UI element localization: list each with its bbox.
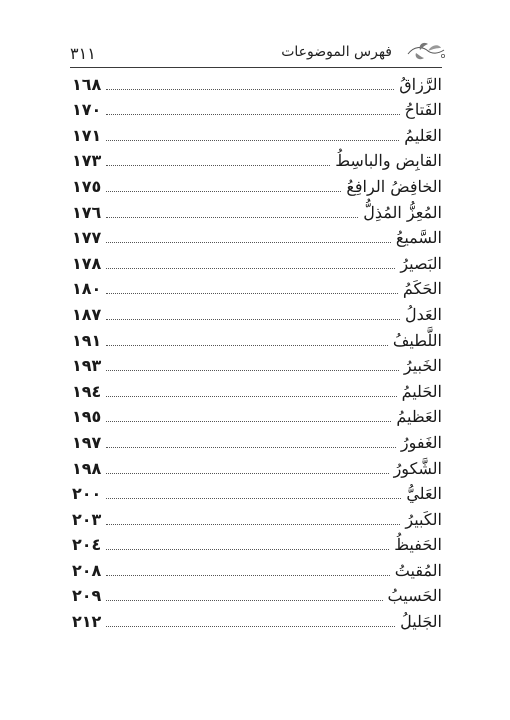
- dot-leader: [106, 473, 389, 474]
- toc-entry-page: ٢٠٠: [72, 484, 102, 504]
- dot-leader: [106, 396, 397, 397]
- toc-entry-page: ١٧٦: [72, 202, 102, 222]
- toc-entry-title: العَدلُ: [404, 304, 442, 324]
- toc-entry: [72, 529, 442, 555]
- toc-entry-title: الحَكَمُ: [402, 279, 442, 299]
- toc-entry-page: ١٧٨: [72, 253, 102, 273]
- toc-entry-title: اللَّطيفُ: [392, 330, 442, 350]
- toc-entry-page: ٢١٢: [72, 612, 102, 632]
- dot-leader: [106, 549, 389, 550]
- toc-entry-title: البَصيرُ: [400, 253, 442, 273]
- dot-leader: [106, 345, 388, 346]
- dot-leader: [106, 268, 395, 269]
- toc-entry: [72, 119, 442, 145]
- dot-leader: [106, 524, 400, 525]
- toc-entry-title: الجَليلُ: [400, 612, 442, 632]
- toc-entry-title: الخافِضُ الرافِعُ: [346, 176, 442, 196]
- toc-entry: [72, 324, 442, 350]
- toc-entry: [72, 196, 442, 222]
- toc-entry-title: السَّميعُ: [395, 228, 442, 248]
- dot-leader: [106, 447, 396, 448]
- toc-entry-title: الشَّكورُ: [393, 458, 442, 478]
- dot-leader: [106, 217, 358, 218]
- dot-leader: [106, 293, 398, 294]
- toc-entry-page: ١٩٨: [72, 458, 102, 478]
- toc-entry: [72, 94, 442, 120]
- dot-leader: [106, 319, 400, 320]
- toc-entry-title: العَظيمُ: [396, 407, 442, 427]
- toc-entry-title: الخَبيرُ: [403, 356, 442, 376]
- floral-ornament-icon: [406, 40, 446, 62]
- toc-entry: [72, 478, 442, 504]
- dot-leader: [106, 421, 391, 422]
- toc-entry-page: ٢٠٩: [72, 586, 102, 606]
- dot-leader: [106, 89, 394, 90]
- toc-entry-page: ١٩٣: [72, 356, 102, 376]
- toc-entry: [72, 605, 442, 631]
- toc-entry: [72, 503, 442, 529]
- dot-leader: [106, 370, 399, 371]
- toc-entry: [72, 222, 442, 248]
- toc-entry-title: الحَفيظُ: [394, 535, 442, 555]
- toc-entry: [72, 426, 442, 452]
- dot-leader: [106, 165, 330, 166]
- toc-entry-page: ٢٠٨: [72, 560, 102, 580]
- toc-entry: [72, 273, 442, 299]
- toc-entry: [72, 401, 442, 427]
- page-header: [70, 38, 442, 68]
- toc-entry: [72, 298, 442, 324]
- dot-leader: [106, 114, 400, 115]
- toc-entry-title: المُقيتُ: [394, 560, 442, 580]
- toc-entry: [72, 170, 442, 196]
- dot-leader: [106, 191, 341, 192]
- toc-entry-page: ١٩١: [72, 330, 102, 350]
- toc-entry: [72, 247, 442, 273]
- toc-entry-title: الغَفورُ: [400, 432, 442, 452]
- toc-entry-page: ١٦٨: [72, 74, 102, 94]
- dot-leader: [106, 140, 399, 141]
- toc-entry-title: الفَتاحُ: [404, 100, 442, 120]
- toc-entry-page: ١٧٠: [72, 100, 102, 120]
- toc-entry: [72, 145, 442, 171]
- toc-entry-page: ١٧١: [72, 125, 102, 145]
- toc-entry-page: ١٩٤: [72, 381, 102, 401]
- toc-entry-page: ١٧٣: [72, 151, 102, 171]
- toc-entry-title: الحَليمُ: [401, 381, 442, 401]
- toc-entry-page: ١٨٧: [72, 304, 102, 324]
- toc-entry: [72, 554, 442, 580]
- toc-entry-title: الرَّزاقُ: [399, 74, 442, 94]
- toc-entry-title: القابِض والباسِطُ: [335, 151, 442, 171]
- dot-leader: [106, 600, 383, 601]
- table-of-contents: [72, 68, 442, 631]
- toc-entry-page: ١٩٥: [72, 407, 102, 427]
- toc-entry-title: العَليُّ: [406, 484, 442, 504]
- toc-entry-title: العَليمُ: [404, 125, 442, 145]
- toc-entry-page: ١٩٧: [72, 432, 102, 452]
- toc-entry-page: ١٧٧: [72, 228, 102, 248]
- dot-leader: [106, 498, 401, 499]
- dot-leader: [106, 626, 395, 627]
- toc-entry-title: المُعِزُّ المُذِلُّ: [363, 202, 442, 222]
- page-number: ٣١١: [70, 44, 96, 63]
- toc-entry-page: ٢٠٣: [72, 509, 102, 529]
- toc-entry-page: ١٧٥: [72, 176, 102, 196]
- toc-entry-page: ١٨٠: [72, 279, 102, 299]
- toc-entry: [72, 452, 442, 478]
- toc-entry: [72, 580, 442, 606]
- toc-entry-title: الحَسيبُ: [387, 586, 442, 606]
- toc-entry-title: الكَبيرُ: [405, 509, 442, 529]
- toc-entry: [72, 350, 442, 376]
- toc-entry: [72, 375, 442, 401]
- dot-leader: [106, 242, 391, 243]
- toc-entry-page: ٢٠٤: [72, 535, 102, 555]
- toc-entry: [72, 68, 442, 94]
- dot-leader: [106, 575, 390, 576]
- running-header-title: فهرس الموضوعات: [281, 44, 392, 60]
